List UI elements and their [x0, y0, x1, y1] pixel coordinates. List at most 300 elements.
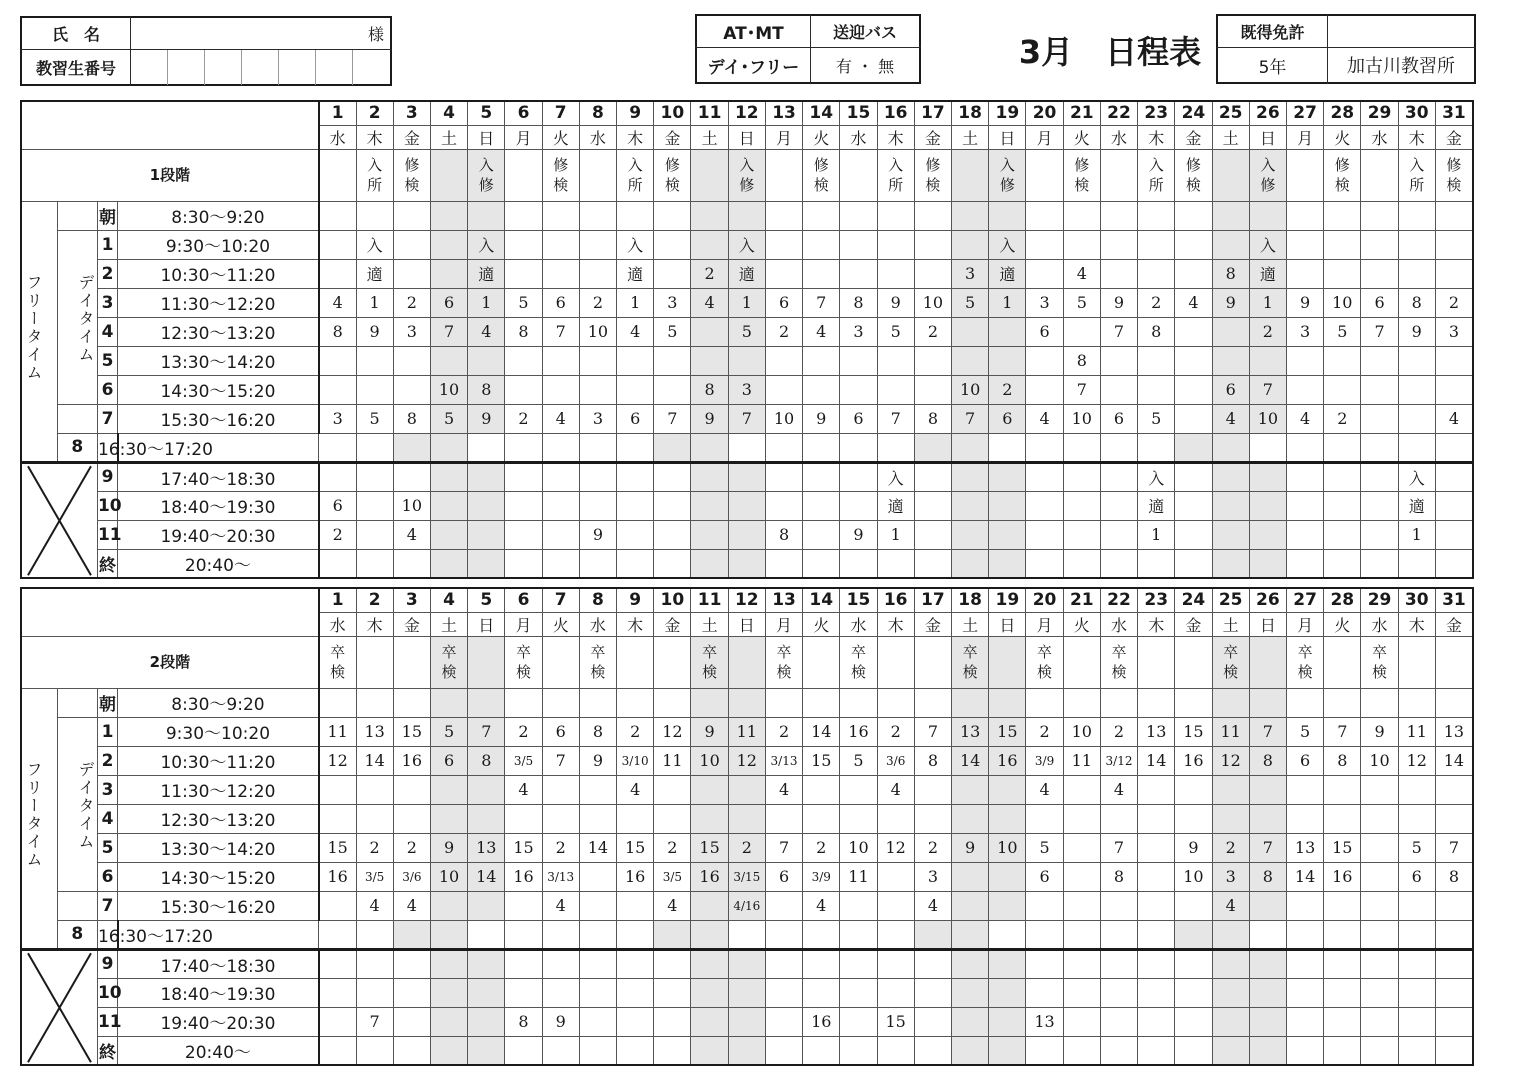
- schedule-cell[interactable]: 10: [1361, 746, 1398, 775]
- schedule-cell[interactable]: 6: [765, 288, 802, 317]
- schedule-cell[interactable]: 13: [1435, 717, 1473, 746]
- schedule-cell[interactable]: [989, 949, 1026, 978]
- schedule-cell[interactable]: [877, 978, 914, 1007]
- schedule-cell[interactable]: [877, 949, 914, 978]
- schedule-cell[interactable]: 3: [654, 288, 691, 317]
- schedule-cell[interactable]: [542, 688, 579, 717]
- schedule-cell[interactable]: [430, 520, 467, 549]
- schedule-cell[interactable]: [1175, 259, 1212, 288]
- schedule-cell[interactable]: [1063, 891, 1100, 920]
- schedule-cell[interactable]: [1212, 775, 1249, 804]
- student-no-field[interactable]: [131, 50, 391, 85]
- schedule-cell[interactable]: 9: [877, 288, 914, 317]
- schedule-cell[interactable]: [989, 804, 1026, 833]
- schedule-cell[interactable]: 12: [319, 746, 356, 775]
- schedule-cell[interactable]: [505, 978, 542, 1007]
- schedule-cell[interactable]: [1398, 259, 1435, 288]
- schedule-cell[interactable]: [505, 259, 542, 288]
- schedule-cell[interactable]: [393, 949, 430, 978]
- schedule-cell[interactable]: [579, 804, 616, 833]
- schedule-cell[interactable]: 適: [1138, 491, 1175, 520]
- schedule-cell[interactable]: 8: [468, 746, 505, 775]
- schedule-cell[interactable]: [617, 520, 654, 549]
- schedule-cell[interactable]: [1435, 549, 1473, 578]
- schedule-cell[interactable]: [1324, 491, 1361, 520]
- schedule-cell[interactable]: [579, 978, 616, 1007]
- name-field[interactable]: [131, 18, 361, 48]
- schedule-cell[interactable]: [1175, 491, 1212, 520]
- schedule-cell[interactable]: [1361, 833, 1398, 862]
- schedule-cell[interactable]: [1175, 1036, 1212, 1065]
- schedule-cell[interactable]: [840, 259, 877, 288]
- schedule-cell[interactable]: 6: [1398, 862, 1435, 891]
- schedule-cell[interactable]: [840, 775, 877, 804]
- schedule-cell[interactable]: [1175, 804, 1212, 833]
- schedule-cell[interactable]: 8: [505, 1007, 542, 1036]
- schedule-cell[interactable]: [579, 549, 616, 578]
- schedule-cell[interactable]: [765, 1007, 802, 1036]
- schedule-cell[interactable]: 3: [840, 317, 877, 346]
- schedule-cell[interactable]: [1398, 978, 1435, 1007]
- schedule-cell[interactable]: 5: [877, 317, 914, 346]
- schedule-cell[interactable]: [579, 920, 616, 949]
- schedule-cell[interactable]: [1212, 520, 1249, 549]
- schedule-cell[interactable]: 9: [691, 404, 728, 433]
- schedule-cell[interactable]: 5: [728, 317, 765, 346]
- schedule-cell[interactable]: 7: [765, 833, 802, 862]
- schedule-cell[interactable]: 12: [877, 833, 914, 862]
- schedule-cell[interactable]: [579, 891, 616, 920]
- schedule-cell[interactable]: [542, 949, 579, 978]
- schedule-cell[interactable]: [840, 491, 877, 520]
- schedule-cell[interactable]: 入: [468, 230, 505, 259]
- schedule-cell[interactable]: [1249, 920, 1286, 949]
- schedule-cell[interactable]: [1100, 375, 1137, 404]
- schedule-cell[interactable]: 9: [356, 317, 393, 346]
- schedule-cell[interactable]: [430, 346, 467, 375]
- schedule-cell[interactable]: [691, 775, 728, 804]
- schedule-cell[interactable]: 5: [952, 288, 989, 317]
- schedule-cell[interactable]: 3/13: [542, 862, 579, 891]
- schedule-cell[interactable]: 3/15: [728, 862, 765, 891]
- schedule-cell[interactable]: [505, 230, 542, 259]
- schedule-cell[interactable]: [1175, 775, 1212, 804]
- schedule-cell[interactable]: 3/10: [617, 746, 654, 775]
- schedule-cell[interactable]: [914, 375, 951, 404]
- schedule-cell[interactable]: [1324, 259, 1361, 288]
- schedule-cell[interactable]: [579, 462, 616, 491]
- schedule-cell[interactable]: 適: [877, 491, 914, 520]
- schedule-cell[interactable]: [1212, 549, 1249, 578]
- schedule-cell[interactable]: [1063, 201, 1100, 230]
- schedule-cell[interactable]: [1286, 375, 1323, 404]
- schedule-cell[interactable]: 4: [803, 891, 840, 920]
- schedule-cell[interactable]: 5: [840, 746, 877, 775]
- schedule-cell[interactable]: [505, 688, 542, 717]
- schedule-cell[interactable]: 2: [393, 833, 430, 862]
- schedule-cell[interactable]: [1212, 462, 1249, 491]
- schedule-cell[interactable]: 2: [914, 833, 951, 862]
- schedule-cell[interactable]: 8: [1398, 288, 1435, 317]
- schedule-cell[interactable]: 2: [1249, 317, 1286, 346]
- schedule-cell[interactable]: [1026, 375, 1063, 404]
- schedule-cell[interactable]: [1063, 978, 1100, 1007]
- schedule-cell[interactable]: [1100, 804, 1137, 833]
- schedule-cell[interactable]: [617, 949, 654, 978]
- schedule-cell[interactable]: [579, 375, 616, 404]
- schedule-cell[interactable]: [1249, 804, 1286, 833]
- schedule-cell[interactable]: [728, 491, 765, 520]
- schedule-cell[interactable]: [430, 549, 467, 578]
- schedule-cell[interactable]: 7: [914, 717, 951, 746]
- schedule-cell[interactable]: [1138, 804, 1175, 833]
- schedule-cell[interactable]: [1026, 891, 1063, 920]
- schedule-cell[interactable]: [1026, 804, 1063, 833]
- schedule-cell[interactable]: [914, 1007, 951, 1036]
- schedule-cell[interactable]: [1026, 920, 1063, 949]
- schedule-cell[interactable]: [393, 775, 430, 804]
- schedule-cell[interactable]: 9: [542, 1007, 579, 1036]
- schedule-cell[interactable]: [542, 978, 579, 1007]
- schedule-cell[interactable]: 2: [393, 288, 430, 317]
- schedule-cell[interactable]: [1100, 520, 1137, 549]
- schedule-cell[interactable]: 8: [1249, 746, 1286, 775]
- schedule-cell[interactable]: [952, 491, 989, 520]
- schedule-cell[interactable]: 3/5: [654, 862, 691, 891]
- schedule-cell[interactable]: [1026, 433, 1063, 462]
- schedule-cell[interactable]: [617, 346, 654, 375]
- schedule-cell[interactable]: 適: [356, 259, 393, 288]
- schedule-cell[interactable]: [877, 201, 914, 230]
- schedule-cell[interactable]: [691, 462, 728, 491]
- schedule-cell[interactable]: [468, 949, 505, 978]
- schedule-cell[interactable]: [1063, 862, 1100, 891]
- schedule-cell[interactable]: [542, 920, 579, 949]
- schedule-cell[interactable]: [728, 920, 765, 949]
- schedule-cell[interactable]: [1138, 230, 1175, 259]
- schedule-cell[interactable]: 8: [691, 375, 728, 404]
- schedule-cell[interactable]: 14: [1286, 862, 1323, 891]
- schedule-cell[interactable]: [430, 1007, 467, 1036]
- schedule-cell[interactable]: 入: [1398, 462, 1435, 491]
- schedule-cell[interactable]: [1286, 920, 1323, 949]
- schedule-cell[interactable]: 10: [952, 375, 989, 404]
- schedule-cell[interactable]: 9: [803, 404, 840, 433]
- schedule-cell[interactable]: [617, 491, 654, 520]
- schedule-cell[interactable]: [989, 462, 1026, 491]
- schedule-cell[interactable]: [1361, 949, 1398, 978]
- schedule-cell[interactable]: [1398, 949, 1435, 978]
- schedule-cell[interactable]: [914, 775, 951, 804]
- schedule-cell[interactable]: [1398, 920, 1435, 949]
- schedule-cell[interactable]: [1324, 804, 1361, 833]
- schedule-cell[interactable]: [1361, 375, 1398, 404]
- schedule-cell[interactable]: 5: [654, 317, 691, 346]
- schedule-cell[interactable]: 5: [1398, 833, 1435, 862]
- schedule-cell[interactable]: [319, 891, 356, 920]
- schedule-cell[interactable]: [542, 804, 579, 833]
- schedule-cell[interactable]: [989, 520, 1026, 549]
- schedule-cell[interactable]: 7: [1100, 833, 1137, 862]
- schedule-cell[interactable]: [803, 201, 840, 230]
- schedule-cell[interactable]: 10: [691, 746, 728, 775]
- schedule-cell[interactable]: 9: [952, 833, 989, 862]
- schedule-cell[interactable]: [1361, 549, 1398, 578]
- schedule-cell[interactable]: [1361, 891, 1398, 920]
- schedule-cell[interactable]: [356, 433, 393, 462]
- schedule-cell[interactable]: [803, 978, 840, 1007]
- schedule-cell[interactable]: [914, 804, 951, 833]
- schedule-cell[interactable]: [356, 688, 393, 717]
- schedule-cell[interactable]: [319, 978, 356, 1007]
- schedule-cell[interactable]: 16: [393, 746, 430, 775]
- schedule-cell[interactable]: 14: [803, 717, 840, 746]
- schedule-cell[interactable]: 4: [1212, 404, 1249, 433]
- schedule-cell[interactable]: [579, 230, 616, 259]
- schedule-cell[interactable]: [393, 549, 430, 578]
- schedule-cell[interactable]: [319, 1007, 356, 1036]
- schedule-cell[interactable]: [319, 688, 356, 717]
- schedule-cell[interactable]: [542, 433, 579, 462]
- schedule-cell[interactable]: [914, 346, 951, 375]
- schedule-cell[interactable]: [914, 230, 951, 259]
- schedule-cell[interactable]: [914, 1036, 951, 1065]
- schedule-cell[interactable]: [654, 688, 691, 717]
- schedule-cell[interactable]: [765, 230, 802, 259]
- schedule-cell[interactable]: 10: [1324, 288, 1361, 317]
- schedule-cell[interactable]: 8: [579, 717, 616, 746]
- schedule-cell[interactable]: [654, 804, 691, 833]
- schedule-cell[interactable]: [356, 920, 393, 949]
- schedule-cell[interactable]: [1175, 891, 1212, 920]
- schedule-cell[interactable]: [393, 375, 430, 404]
- schedule-cell[interactable]: [1138, 549, 1175, 578]
- schedule-cell[interactable]: 8: [1249, 862, 1286, 891]
- schedule-cell[interactable]: [840, 920, 877, 949]
- schedule-cell[interactable]: [1026, 346, 1063, 375]
- schedule-cell[interactable]: [877, 346, 914, 375]
- schedule-cell[interactable]: [877, 804, 914, 833]
- schedule-cell[interactable]: [765, 259, 802, 288]
- schedule-cell[interactable]: 9: [840, 520, 877, 549]
- schedule-cell[interactable]: 1: [468, 288, 505, 317]
- schedule-cell[interactable]: [1361, 1007, 1398, 1036]
- schedule-cell[interactable]: [505, 462, 542, 491]
- schedule-cell[interactable]: [319, 920, 356, 949]
- schedule-cell[interactable]: [1175, 520, 1212, 549]
- schedule-cell[interactable]: [952, 920, 989, 949]
- schedule-cell[interactable]: [617, 201, 654, 230]
- schedule-cell[interactable]: [579, 688, 616, 717]
- schedule-cell[interactable]: 3: [393, 317, 430, 346]
- bus-options[interactable]: 有 ・ 無: [835, 56, 895, 76]
- schedule-cell[interactable]: [1249, 201, 1286, 230]
- schedule-cell[interactable]: [1063, 520, 1100, 549]
- schedule-cell[interactable]: [430, 1036, 467, 1065]
- schedule-cell[interactable]: 12: [728, 746, 765, 775]
- schedule-cell[interactable]: 3/9: [1026, 746, 1063, 775]
- schedule-cell[interactable]: 10: [1063, 717, 1100, 746]
- schedule-cell[interactable]: [803, 259, 840, 288]
- schedule-cell[interactable]: 2: [803, 833, 840, 862]
- schedule-cell[interactable]: [765, 688, 802, 717]
- schedule-cell[interactable]: [1063, 804, 1100, 833]
- schedule-cell[interactable]: 6: [1212, 375, 1249, 404]
- schedule-cell[interactable]: 15: [877, 1007, 914, 1036]
- schedule-cell[interactable]: [1100, 1007, 1137, 1036]
- schedule-cell[interactable]: 9: [1361, 717, 1398, 746]
- schedule-cell[interactable]: [542, 230, 579, 259]
- schedule-cell[interactable]: [1286, 1007, 1323, 1036]
- schedule-cell[interactable]: [952, 978, 989, 1007]
- schedule-cell[interactable]: [1286, 1036, 1323, 1065]
- schedule-cell[interactable]: [1175, 462, 1212, 491]
- schedule-cell[interactable]: [1286, 520, 1323, 549]
- schedule-cell[interactable]: [840, 804, 877, 833]
- schedule-cell[interactable]: [765, 491, 802, 520]
- schedule-cell[interactable]: [393, 201, 430, 230]
- schedule-cell[interactable]: [617, 375, 654, 404]
- schedule-cell[interactable]: [728, 688, 765, 717]
- schedule-cell[interactable]: 12: [654, 717, 691, 746]
- schedule-cell[interactable]: [877, 259, 914, 288]
- schedule-cell[interactable]: [1398, 404, 1435, 433]
- schedule-cell[interactable]: [542, 491, 579, 520]
- schedule-cell[interactable]: 3: [579, 404, 616, 433]
- schedule-cell[interactable]: [952, 317, 989, 346]
- schedule-cell[interactable]: [1361, 775, 1398, 804]
- at-mt-option[interactable]: AT･MT: [723, 24, 784, 44]
- schedule-cell[interactable]: 6: [989, 404, 1026, 433]
- schedule-cell[interactable]: 4: [1063, 259, 1100, 288]
- schedule-cell[interactable]: [952, 949, 989, 978]
- schedule-cell[interactable]: 4: [803, 317, 840, 346]
- schedule-cell[interactable]: 3: [728, 375, 765, 404]
- schedule-cell[interactable]: [468, 1007, 505, 1036]
- schedule-cell[interactable]: 2: [542, 833, 579, 862]
- schedule-cell[interactable]: 4: [1435, 404, 1473, 433]
- schedule-cell[interactable]: [1324, 433, 1361, 462]
- schedule-cell[interactable]: 2: [505, 717, 542, 746]
- schedule-cell[interactable]: [803, 346, 840, 375]
- schedule-cell[interactable]: 7: [1249, 833, 1286, 862]
- schedule-cell[interactable]: [1435, 949, 1473, 978]
- schedule-cell[interactable]: [1138, 862, 1175, 891]
- schedule-cell[interactable]: [840, 433, 877, 462]
- schedule-cell[interactable]: [654, 949, 691, 978]
- schedule-cell[interactable]: [1398, 891, 1435, 920]
- schedule-cell[interactable]: [542, 775, 579, 804]
- schedule-cell[interactable]: [1398, 201, 1435, 230]
- schedule-cell[interactable]: [319, 804, 356, 833]
- schedule-cell[interactable]: [579, 1007, 616, 1036]
- schedule-cell[interactable]: [691, 804, 728, 833]
- schedule-cell[interactable]: [1324, 549, 1361, 578]
- schedule-cell[interactable]: 2: [765, 317, 802, 346]
- schedule-cell[interactable]: [1175, 978, 1212, 1007]
- schedule-cell[interactable]: [617, 549, 654, 578]
- schedule-cell[interactable]: [840, 462, 877, 491]
- schedule-cell[interactable]: [952, 346, 989, 375]
- schedule-cell[interactable]: 5: [1063, 288, 1100, 317]
- schedule-cell[interactable]: [319, 775, 356, 804]
- schedule-cell[interactable]: [1100, 891, 1137, 920]
- schedule-cell[interactable]: [877, 688, 914, 717]
- schedule-cell[interactable]: [914, 520, 951, 549]
- schedule-cell[interactable]: [1212, 920, 1249, 949]
- schedule-cell[interactable]: 適: [617, 259, 654, 288]
- schedule-cell[interactable]: [430, 201, 467, 230]
- schedule-cell[interactable]: [1026, 230, 1063, 259]
- schedule-cell[interactable]: [914, 978, 951, 1007]
- schedule-cell[interactable]: [765, 462, 802, 491]
- schedule-cell[interactable]: [393, 346, 430, 375]
- schedule-cell[interactable]: [319, 259, 356, 288]
- schedule-cell[interactable]: 16: [505, 862, 542, 891]
- schedule-cell[interactable]: 4: [654, 891, 691, 920]
- schedule-cell[interactable]: [728, 346, 765, 375]
- schedule-cell[interactable]: 7: [542, 317, 579, 346]
- schedule-cell[interactable]: [1286, 433, 1323, 462]
- schedule-cell[interactable]: [952, 201, 989, 230]
- schedule-cell[interactable]: [1212, 949, 1249, 978]
- schedule-cell[interactable]: [1361, 1036, 1398, 1065]
- schedule-cell[interactable]: [1361, 346, 1398, 375]
- schedule-cell[interactable]: [840, 949, 877, 978]
- schedule-cell[interactable]: [691, 520, 728, 549]
- schedule-cell[interactable]: [617, 462, 654, 491]
- schedule-cell[interactable]: [1063, 1036, 1100, 1065]
- schedule-cell[interactable]: [691, 1007, 728, 1036]
- schedule-cell[interactable]: [356, 949, 393, 978]
- schedule-cell[interactable]: [765, 346, 802, 375]
- schedule-cell[interactable]: 16: [840, 717, 877, 746]
- schedule-cell[interactable]: [468, 1036, 505, 1065]
- schedule-cell[interactable]: [1286, 201, 1323, 230]
- schedule-cell[interactable]: 14: [468, 862, 505, 891]
- schedule-cell[interactable]: [914, 201, 951, 230]
- schedule-cell[interactable]: [1435, 259, 1473, 288]
- schedule-cell[interactable]: 3: [1026, 288, 1063, 317]
- schedule-cell[interactable]: [430, 920, 467, 949]
- schedule-cell[interactable]: [654, 1036, 691, 1065]
- schedule-cell[interactable]: [952, 688, 989, 717]
- schedule-cell[interactable]: [1100, 259, 1137, 288]
- schedule-cell[interactable]: 9: [691, 717, 728, 746]
- schedule-cell[interactable]: 7: [1324, 717, 1361, 746]
- schedule-cell[interactable]: [617, 1007, 654, 1036]
- schedule-cell[interactable]: [1175, 549, 1212, 578]
- schedule-cell[interactable]: 3: [1286, 317, 1323, 346]
- schedule-cell[interactable]: 12: [1398, 746, 1435, 775]
- schedule-cell[interactable]: [1100, 978, 1137, 1007]
- schedule-cell[interactable]: 4: [393, 891, 430, 920]
- schedule-cell[interactable]: [1435, 230, 1473, 259]
- schedule-cell[interactable]: [393, 688, 430, 717]
- schedule-cell[interactable]: 4/16: [728, 891, 765, 920]
- schedule-cell[interactable]: 4: [505, 775, 542, 804]
- schedule-cell[interactable]: 3/12: [1100, 746, 1137, 775]
- schedule-cell[interactable]: 7: [356, 1007, 393, 1036]
- schedule-cell[interactable]: [1063, 775, 1100, 804]
- schedule-cell[interactable]: [617, 433, 654, 462]
- schedule-cell[interactable]: 7: [803, 288, 840, 317]
- schedule-cell[interactable]: [989, 346, 1026, 375]
- schedule-cell[interactable]: 入: [1138, 462, 1175, 491]
- schedule-cell[interactable]: [952, 1007, 989, 1036]
- schedule-cell[interactable]: [654, 978, 691, 1007]
- schedule-cell[interactable]: [393, 433, 430, 462]
